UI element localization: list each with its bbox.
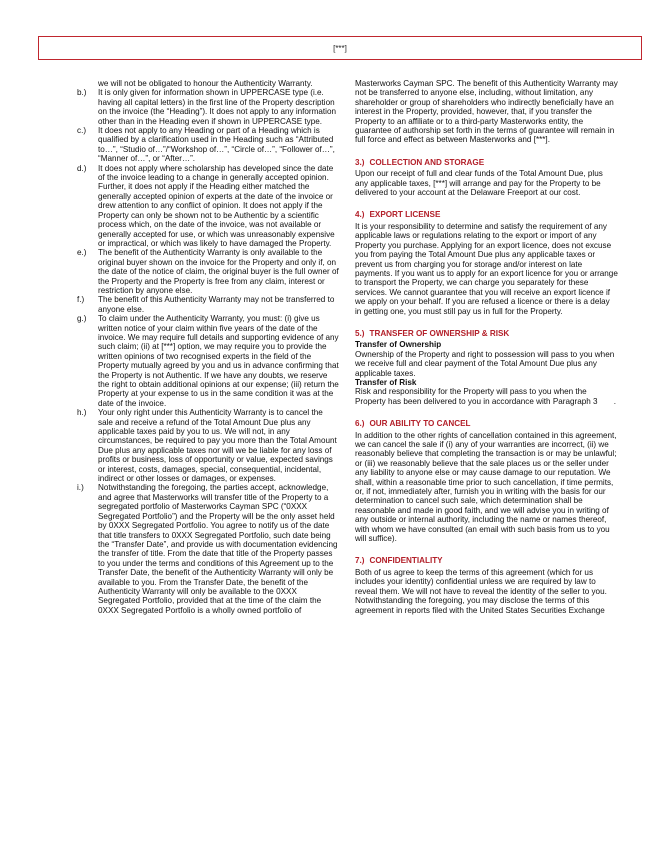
section [355,329,618,406]
list-item-marker: b.) [77,88,87,98]
list-item-marker: h.) [77,408,87,418]
list-item-text: Your only right under this Authenticity Warranty is to cancel the sale and receive a refund of the Total Amount Due plus any applicable taxes paid by you to us. We will not, in any circumstances, be required to pay you more than the Total Amount Due plus any applicable taxes nor will we be liable for any loss of profits or business, loss of opportunity or value, expected savings or interest, costs, damages, special, consequential, incidental, indirect or other losses or damages, or expenses. [98,408,337,484]
warranty-list-item [77,126,339,164]
section-number: 6.) [355,419,365,429]
right-column [355,79,618,615]
warranty-list-item [77,483,339,615]
section-number: 5.) [355,328,365,338]
section-paragraph: In addition to the other rights of cancellation contained in this agreement, we can cancel the sale if (i) any of your warranties are incorrect, (ii) we reasonably believe that completing the transaction is or may be unlawful; or (iii) we reasonably believe that the sale places us or the seller under any liability to anyone else or may cause damage to our reputation. We shall, within a reasonable time prior to such cancellation, if time permits, or, if not, immediately after, furnish you in writing with the basis for our determination to cancel such sale, which determination shall be reasonable and made in good faith, and we will advise you in writing of any outside or internal authority, including the name or names thereof, with whom we have consulted (an email with such basis from us to you will suffice). [355,430,617,544]
list-item-marker: g.) [77,314,87,324]
section-subheading: Transfer of Ownership [355,340,442,350]
list-item-text: It is only given for information shown in UPPERCASE type (i.e. having all capital letters) in the first line of the Property description on the invoice (the “Heading”). It does not apply to any information other than in the Heading even if shown in UPPERCASE type. [98,88,337,126]
warranty-list-item [77,164,339,249]
warranty-items-list [77,88,339,615]
warranty-list-item [77,88,339,126]
section-number: 7.) [355,556,365,566]
list-item-text: It does not apply to any Heading or part of a Heading which is qualified by a clarification used in the Heading such as “Attributed to…”, “Studio of…”/“Workshop of…”, “Circle of…”, “Follower of…”, “Manner of…”, or “After…”. [98,126,335,164]
section-title: EXPORT LICENSE [369,210,441,220]
warranty-list-item [77,248,339,295]
section-title: CONFIDENTIALITY [369,556,443,566]
section-heading [355,158,618,167]
list-item-text: The benefit of this Authenticity Warranty may not be transferred to anyone else. [98,295,335,314]
section-paragraph: Ownership of the Property and right to possession will pass to you when we receive full and clear payment of the Total Amount Due plus any applicable taxes. [355,349,615,378]
section [355,210,618,315]
section-subheading: Transfer of Risk [355,377,417,387]
section-heading [355,419,618,428]
list-item-marker: f.) [77,295,85,305]
sections-list [355,158,618,615]
warranty-list-item [77,295,339,314]
section-paragraph: Upon our receipt of full and clear funds of the Total Amount Due, plus any applicable taxes, [***] will arrange and pay for the Property to be delivered to your account at the Delaware Freeport at our cost. [355,169,603,198]
header-redaction-text: [***] [333,43,347,53]
section-heading [355,329,618,338]
list-item-text: The benefit of the Authenticity Warranty is only available to the original buyer shown on the invoice for the Property and only if, on the date of the notice of claim, the original buyer is the full owner of the Property and the Property is free from any claim, interest or restriction by anyone else. [98,248,339,295]
list-item-text: It does not apply where scholarship has developed since the date of the invoice leading to a change in generally accepted opinion. Further, it does not apply if the Heading either matched the generally accepted opinion of experts at the date of the invoice or drew attention to any conflict of opinion. It does not apply if the Property can only be shown not to be Authentic by a scientific process which, on the date of the invoice, was not available or generally accepted for use, or which was unreasonably expensive or impractical, or which was likely to have damaged the Property. [98,163,335,248]
list-item-marker: i.) [77,483,84,493]
section-number: 3.) [355,157,365,167]
warranty-list-item [77,408,339,483]
section-title: TRANSFER OF OWNERSHIP & RISK [369,328,510,338]
list-item-marker: c.) [77,126,87,136]
confidential-header [38,36,642,60]
list-item-text: Notwithstanding the foregoing, the parties accept, acknowledge, and agree that Masterworks will transfer title of the Property to a segregated portfolio of Masterworks Cayman SPC (“0XXX Segregated Portfolio”) and the Property will be the only asset held by 0XXX Segregated Portfolio. You agree to notify us of the date that title transfers to 0XXX Segregated Portfolio, such date being the “Transfer Date”, and provide us with documentation evidencing the transfer of title. From the date that title of the Property passes to you under the terms and conditions of this Agreement up to the Transfer Date, the benefit of the Authenticity Warranty will only be available to you. From the Transfer Date, the benefit of the Authenticity Warranty will only be available to the 0XXX Segregated Portfolio, provided that at the time of the claim the 0XXX Segregated Portfolio is a wholly owned portfolio of [98,483,338,615]
section-heading [355,210,618,219]
section-heading [355,556,618,565]
section-title: COLLECTION AND STORAGE [369,157,485,167]
left-continuation-text: we will not be obligated to honour the Authenticity Warranty. [98,79,313,88]
section-paragraph: Risk and responsibility for the Property will pass to you when the Property has been delivered to you in accordance with Paragraph 3 . [355,387,617,406]
section-paragraph: Both of us agree to keep the terms of this agreement (which for us includes your identity) confidential unless we are required by law to reveal them. We will not have to reveal the identity of the seller to you. Notwithstanding the foregoing, you may disclose the terms of this agreement in reports filed with the United States Securities Exchange [355,567,607,615]
section [355,158,618,198]
section [355,556,618,614]
warranty-list-item [77,314,339,408]
section [355,419,618,543]
section-title: OUR ABILITY TO CANCEL [369,419,471,429]
left-column [77,79,339,615]
right-continuation-text: Masterworks Cayman SPC. The benefit of this Authenticity Warranty may not be transferred to anyone else, including, without limitation, any shareholder or group of shareholders who indirectly beneficially have an interest in the Property, provided, however, that, if you transfer the Property to an affiliate or to a third-party Masterworks entity, the guarantee of authorship set forth in the terms of guarantee will remain in full force and effect as between Masterworks and [***]. [355,79,618,145]
section-number: 4.) [355,210,365,220]
section-paragraph: It is your responsibility to determine and satisfy the requirement of any applicable laws or regulations relating to the export or import of any Property you purchase. Applying for an export licence, does not excuse you from paying the Total Amount Due plus any applicable taxes or prevent us from charging you for storage and/or interest on late payments. If you want us to apply for an export licence for you or arrange to transport the Property, we can charge you separately for these services. We cannot guarantee that you will receive an export licence if we apply on your behalf. If you are refused a licence or there is a delay in getting one, you must still pay us in full for the Property. [355,221,618,316]
list-item-marker: e.) [77,248,87,258]
list-item-text: To claim under the Authenticity Warranty, you must: (i) give us written notice of your claim within five years of the date of the invoice. We may require full details and supporting evidence of any such claim; (ii) at [***] option, we may require you to provide the written opinions of two recognised experts in the field of the Property mutually agreed by you and us in advance confirming that the Property is not Authentic. If we have any doubts, we reserve the right to obtain additional opinions at our expense; (iii) return the Property at your expense to us in the same condition it was at the date of the invoice. [98,314,339,408]
list-item-marker: d.) [77,163,87,173]
